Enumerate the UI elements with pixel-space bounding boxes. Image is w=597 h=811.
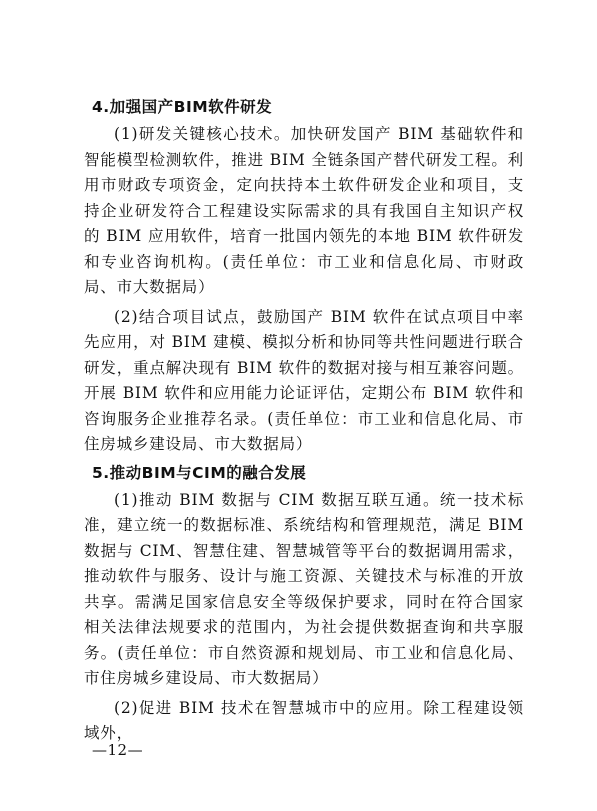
section-4-paragraph-2: (2)结合项目试点，鼓励国产 BIM 软件在试点项目中率先应用，对 BIM 建模、模拟分析和协同等共性问题进行联合研发，重点解决现有 BIM 软件的数据对接与相互兼容问题。开展 BIM 软件和应用能力论证评估，定期公布 BIM 软件和咨询服务企业推荐名录。(责任单位：市工业和信息化局、市住房城乡建设局、市大数据局） (84, 307, 524, 453)
section-4-heading: 4.加强国产BIM软件研发 (92, 98, 273, 116)
page-number: —12— (92, 741, 144, 759)
section-5-paragraph-2: (2)促进 BIM 技术在智慧城市中的应用。除工程建设领域外， (84, 698, 524, 742)
document-body (84, 96, 524, 751)
section-5-paragraph-1: (1)推动 BIM 数据与 CIM 数据互联互通。统一技术标准，建立统一的数据标准、系统结构和管理规范，满足 BIM 数据与 CIM、智慧住建、智慧城管等平台的数据调用需求，推动软件与服务、设计与施工资源、关键技术与标准的开放共享。需满足国家信息安全等级保护要求，同时在符合国家相关法律法规要求的范围内，为社会提供数据查询和共享服务。(责任单位：市自然资源和规划局、市工业和信息化局、市住房城乡建设局、市大数据局） (84, 490, 524, 687)
section-5-heading: 5.推动BIM与CIM的融合发展 (92, 463, 307, 482)
section-4-paragraph-1: (1)研发关键核心技术。加快研发国产 BIM 基础软件和智能模型检测软件，推进 BIM 全链条国产替代研发工程。利用市财政专项资金，定向扶持本土软件研发企业和项目，支持企业研发符合工程建设实际需求的具有我国自主知识产权的 BIM 应用软件，培育一批国内领先的本地 BIM 软件研发和专业咨询机构。(责任单位：市工业和信息化局、市财政局、市大数据局） (84, 125, 524, 296)
